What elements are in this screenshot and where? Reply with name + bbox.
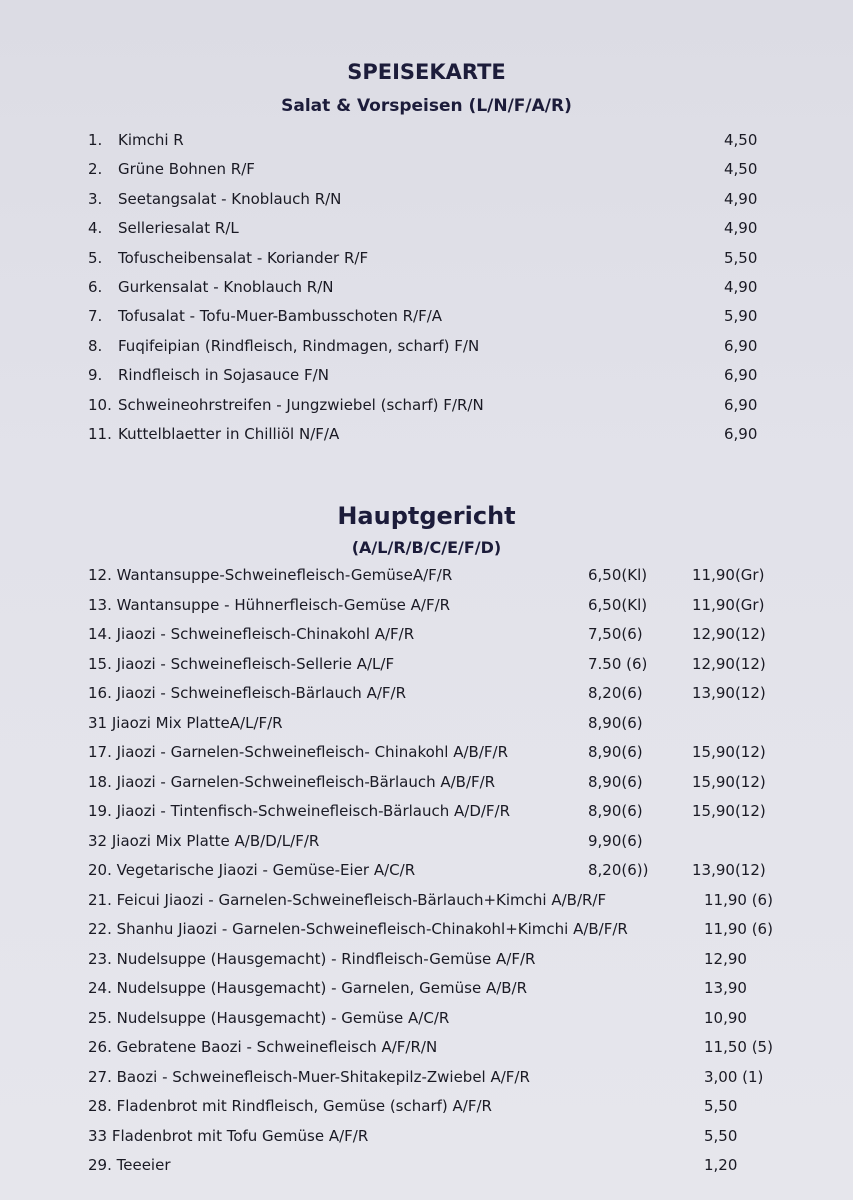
item-name: 25. Nudelsuppe (Hausgemacht) - Gemüse A/C/R: [88, 1008, 450, 1027]
item-number: 4.: [88, 219, 103, 238]
item-price: 5,90: [724, 307, 758, 326]
item-name: 16. Jiaozi - Schweinefleisch-Bärlauch A/F/R: [88, 684, 406, 702]
item-name: 23. Nudelsuppe (Hausgemacht) - Rindfleisch-Gemüse A/F/R: [88, 949, 536, 968]
item-name: 33 Fladenbrot mit Tofu Gemüse A/F/R: [88, 1126, 369, 1145]
item-name: Schweineohrstreifen - Jungzwiebel (scharf) F/R/N: [118, 395, 484, 414]
item-price-small: 8,90(6): [588, 713, 643, 732]
menu-item: [0, 622, 853, 646]
menu-item: [0, 740, 853, 764]
item-number: 9.: [88, 366, 103, 385]
item-name: Gurkensalat - Knoblauch R/N: [118, 278, 334, 296]
item-price-large: 15,90(12): [692, 802, 766, 820]
menu-item: [0, 563, 853, 587]
item-price-large: 15,90(12): [692, 743, 766, 761]
menu-item: [0, 393, 853, 417]
item-name: 17. Jiaozi - Garnelen-Schweinefleisch- Chinakohl A/B/F/R: [88, 743, 508, 761]
item-name: 19. Jiaozi - Tintenfisch-Schweinefleisch-Bärlauch A/D/F/R: [88, 802, 511, 820]
item-name: Kimchi R: [118, 131, 184, 149]
item-price-small: 7.50 (6): [588, 654, 648, 673]
item-price-large: 10,90: [704, 1008, 747, 1027]
item-name: 27. Baozi - Schweinefleisch-Muer-Shitakepilz-Zwiebel A/F/R: [88, 1067, 530, 1086]
item-price-large: 3,00 (1): [704, 1067, 764, 1086]
item-price-large: 13,90(12): [692, 684, 766, 702]
menu-item: [0, 275, 853, 299]
menu-item: [0, 829, 853, 853]
item-price-large: 12,90: [704, 949, 747, 968]
menu-item: [0, 1006, 853, 1030]
item-price-small: 8,90(6): [588, 743, 643, 761]
item-price: 5,50: [724, 248, 758, 267]
menu-item: [0, 799, 853, 823]
item-number: 8.: [88, 336, 103, 355]
item-number: 6.: [88, 278, 103, 296]
item-price-large: 5,50: [704, 1126, 738, 1145]
menu-item: [0, 976, 853, 1000]
item-name: 22. Shanhu Jiaozi - Garnelen-Schweinefleisch-Chinakohl+Kimchi A/B/F/R: [88, 920, 628, 938]
item-price: 6,90: [724, 366, 758, 385]
item-number: 1.: [88, 131, 103, 149]
item-price-large: 13,90(12): [692, 861, 766, 879]
item-name: 12. Wantansuppe-Schweinefleisch-GemüseA/F/R: [88, 566, 453, 584]
menu-item: [0, 1094, 853, 1118]
menu-item: [0, 1153, 853, 1177]
item-name: 24. Nudelsuppe (Hausgemacht) - Garnelen, Gemüse A/B/R: [88, 979, 528, 997]
item-price: 4,90: [724, 219, 758, 238]
item-name: Grüne Bohnen R/F: [118, 160, 255, 179]
menu-item: [0, 216, 853, 240]
section-subheading-hauptgericht: (A/L/R/B/C/E/F/D): [351, 538, 502, 557]
item-price: 4,50: [724, 131, 758, 149]
menu-item: [0, 334, 853, 358]
item-number: 11.: [88, 425, 112, 443]
item-price-large: 15,90(12): [692, 772, 766, 791]
item-price-small: 8,20(6)): [588, 861, 649, 879]
item-name: 32 Jiaozi Mix Platte A/B/D/L/F/R: [88, 831, 320, 850]
menu-item: [0, 888, 853, 912]
item-name: Selleriesalat R/L: [118, 219, 239, 238]
item-number: 5.: [88, 248, 103, 267]
item-price-small: 8,20(6): [588, 684, 643, 702]
item-price-large: 12,90(12): [692, 654, 766, 673]
item-price-small: 9,90(6): [588, 831, 643, 850]
item-price: 6,90: [724, 336, 758, 355]
item-price-small: 7,50(6): [588, 625, 643, 643]
menu-item: [0, 157, 853, 181]
item-name: 31 Jiaozi Mix PlatteA/L/F/R: [88, 713, 283, 732]
item-name: 28. Fladenbrot mit Rindfleisch, Gemüse (scharf) A/F/R: [88, 1097, 492, 1115]
item-name: 20. Vegetarische Jiaozi - Gemüse-Eier A/C/R: [88, 861, 416, 879]
item-name: Tofusalat - Tofu-Muer-Bambusschoten R/F/A: [118, 307, 443, 326]
menu-item: [0, 1035, 853, 1059]
item-price-small: 8,90(6): [588, 772, 643, 791]
item-name: Kuttelblaetter in Chilliöl N/F/A: [118, 425, 340, 443]
item-price-small: 8,90(6): [588, 802, 643, 820]
menu-item: [0, 858, 853, 882]
item-name: 14. Jiaozi - Schweinefleisch-Chinakohl A/F/R: [88, 625, 415, 643]
item-price-large: 1,20: [704, 1156, 738, 1174]
item-number: 2.: [88, 160, 103, 179]
item-price-large: 11,90 (6): [704, 890, 773, 909]
section-heading-hauptgericht: Hauptgericht: [337, 502, 516, 530]
menu-item: [0, 947, 853, 971]
item-name: Fuqifeipian (Rindfleisch, Rindmagen, scharf) F/N: [118, 336, 480, 355]
item-number: 7.: [88, 307, 103, 326]
item-price-large: 13,90: [704, 979, 747, 997]
item-name: Tofuscheibensalat - Koriander R/F: [118, 248, 369, 267]
item-number: 3.: [88, 189, 103, 208]
item-name: 18. Jiaozi - Garnelen-Schweinefleisch-Bärlauch A/B/F/R: [88, 772, 496, 791]
item-price: 4,90: [724, 189, 758, 208]
menu-title: SPEISEKARTE: [347, 60, 506, 84]
menu-item: [0, 422, 853, 446]
item-name: Seetangsalat - Knoblauch R/N: [118, 189, 342, 208]
item-price-large: 11,50 (5): [704, 1038, 773, 1056]
menu-item: [0, 711, 853, 735]
item-name: Rindfleisch in Sojasauce F/N: [118, 366, 329, 385]
item-price-large: 11,90 (6): [704, 920, 773, 938]
item-price: 4,90: [724, 278, 758, 296]
item-price-large: 12,90(12): [692, 625, 766, 643]
item-price-large: 11,90(Gr): [692, 566, 765, 584]
menu-item: [0, 770, 853, 794]
item-name: 15. Jiaozi - Schweinefleisch-Sellerie A/L/F: [88, 654, 395, 673]
item-price-small: 6,50(Kl): [588, 595, 648, 614]
item-name: 21. Feicui Jiaozi - Garnelen-Schweinefleisch-Bärlauch+Kimchi A/B/R/F: [88, 890, 607, 909]
menu-item: [0, 681, 853, 705]
item-name: 26. Gebratene Baozi - Schweinefleisch A/F/R/N: [88, 1038, 438, 1056]
menu-item: [0, 363, 853, 387]
menu-item: [0, 1065, 853, 1089]
item-price: 6,90: [724, 395, 758, 414]
item-price-large: 11,90(Gr): [692, 595, 765, 614]
item-number: 10.: [88, 395, 112, 414]
section-heading-salat: Salat & Vorspeisen (L/N/F/A/R): [281, 96, 572, 116]
menu-item: [0, 187, 853, 211]
menu-item: [0, 304, 853, 328]
item-price-small: 6,50(Kl): [588, 566, 648, 584]
menu-item: [0, 917, 853, 941]
item-name: 13. Wantansuppe - Hühnerfleisch-Gemüse A/F/R: [88, 595, 451, 614]
menu-item: [0, 246, 853, 270]
menu-item: [0, 1124, 853, 1148]
menu-item: [0, 593, 853, 617]
item-price-large: 5,50: [704, 1097, 738, 1115]
menu-item: [0, 128, 853, 152]
menu-item: [0, 652, 853, 676]
item-name: 29. Teeeier: [88, 1156, 171, 1174]
item-price: 6,90: [724, 425, 758, 443]
item-price: 4,50: [724, 160, 758, 179]
